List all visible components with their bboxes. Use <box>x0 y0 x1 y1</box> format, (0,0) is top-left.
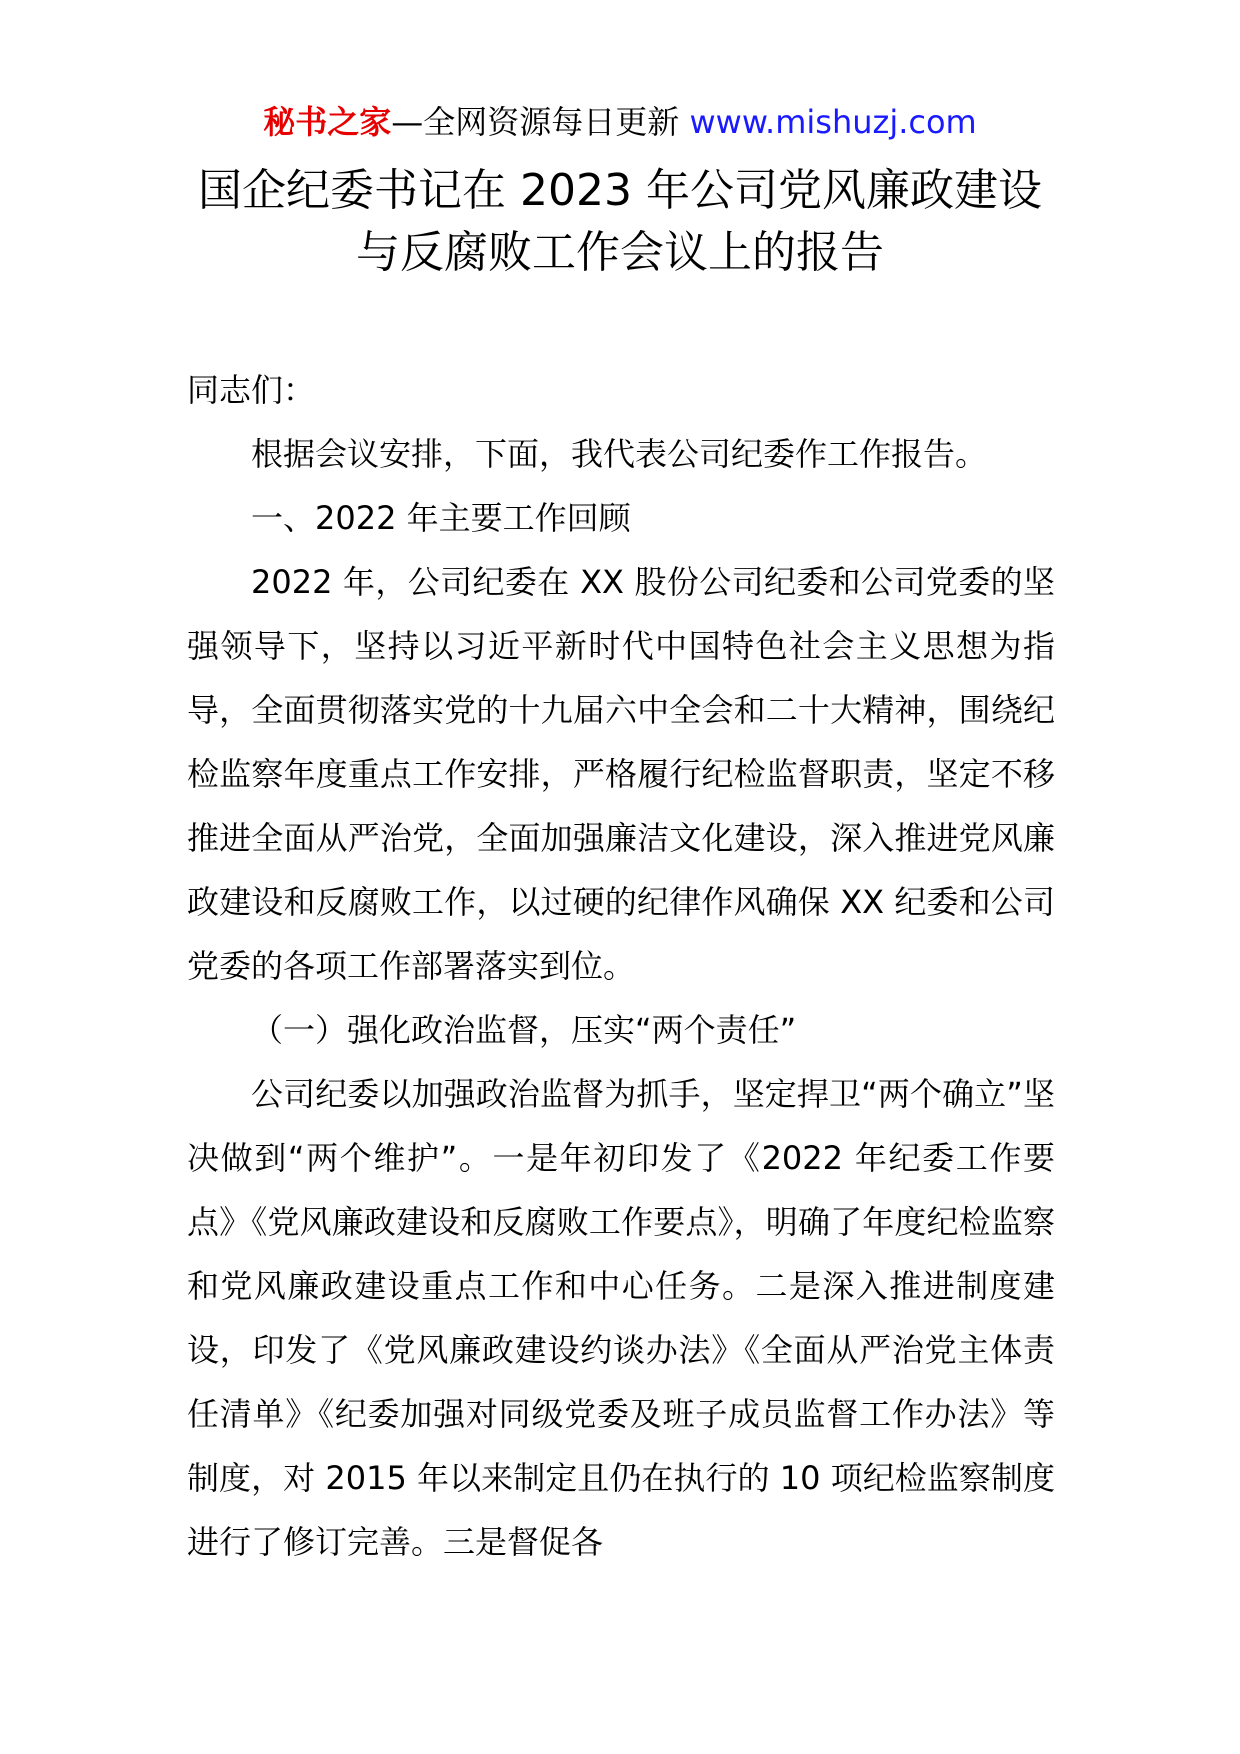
paragraph-supervision: 公司纪委以加强政治监督为抓手，坚定捍卫“两个确立”坚决做到“两个维护”。一是年初印发了《2022 年纪委工作要点》《党风廉政建设和反腐败工作要点》，明确了年度纪检监察和党风廉政建设重点工作和中心任务。二是深入推进制度建设，印发了《党风廉政建设约谈办法》《全面从严治党主体责任清单》《纪委加强对同级党委及班子成员监督工作办法》等制度，对 2015 年以来制定且仍在执行的 10 项纪检监察制度进行了修订完善。三是督促各 <box>187 1075 1055 1561</box>
subsection-heading: （一）强化政治监督，压实“两个责任” <box>251 1011 797 1049</box>
paragraph-intro: 根据会议安排，下面，我代表公司纪委作工作报告。 <box>251 435 988 473</box>
document-title <box>0 160 1240 284</box>
section-heading: 一、2022 年主要工作回顾 <box>251 499 631 537</box>
title-line-2: 与反腐败工作会议上的报告 <box>356 227 884 278</box>
paragraph-review: 2022 年，公司纪委在 XX 股份公司纪委和公司党委的坚强领导下，坚持以习近平新时代中国特色社会主义思想为指导，全面贯彻落实党的十九届六中全会和二十大精神，围绕纪检监察年度重点工作安排，严格履行纪检监督职责，坚定不移推进全面从严治党，全面加强廉洁文化建设，深入推进党风廉政建设和反腐败工作，以过硬的纪律作风确保 XX 纪委和公司党委的各项工作部署落实到位。 <box>187 563 1055 985</box>
document-body <box>187 358 1055 1574</box>
site-tagline: —全网资源每日更新 <box>391 103 680 141</box>
salutation: 同志们： <box>187 371 316 409</box>
site-header <box>0 100 1240 144</box>
title-line-1: 国企纪委书记在 2023 年公司党风廉政建设 <box>198 165 1042 216</box>
site-url[interactable]: www.mishuzj.com <box>689 103 977 141</box>
site-brand: 秘书之家 <box>263 103 392 141</box>
